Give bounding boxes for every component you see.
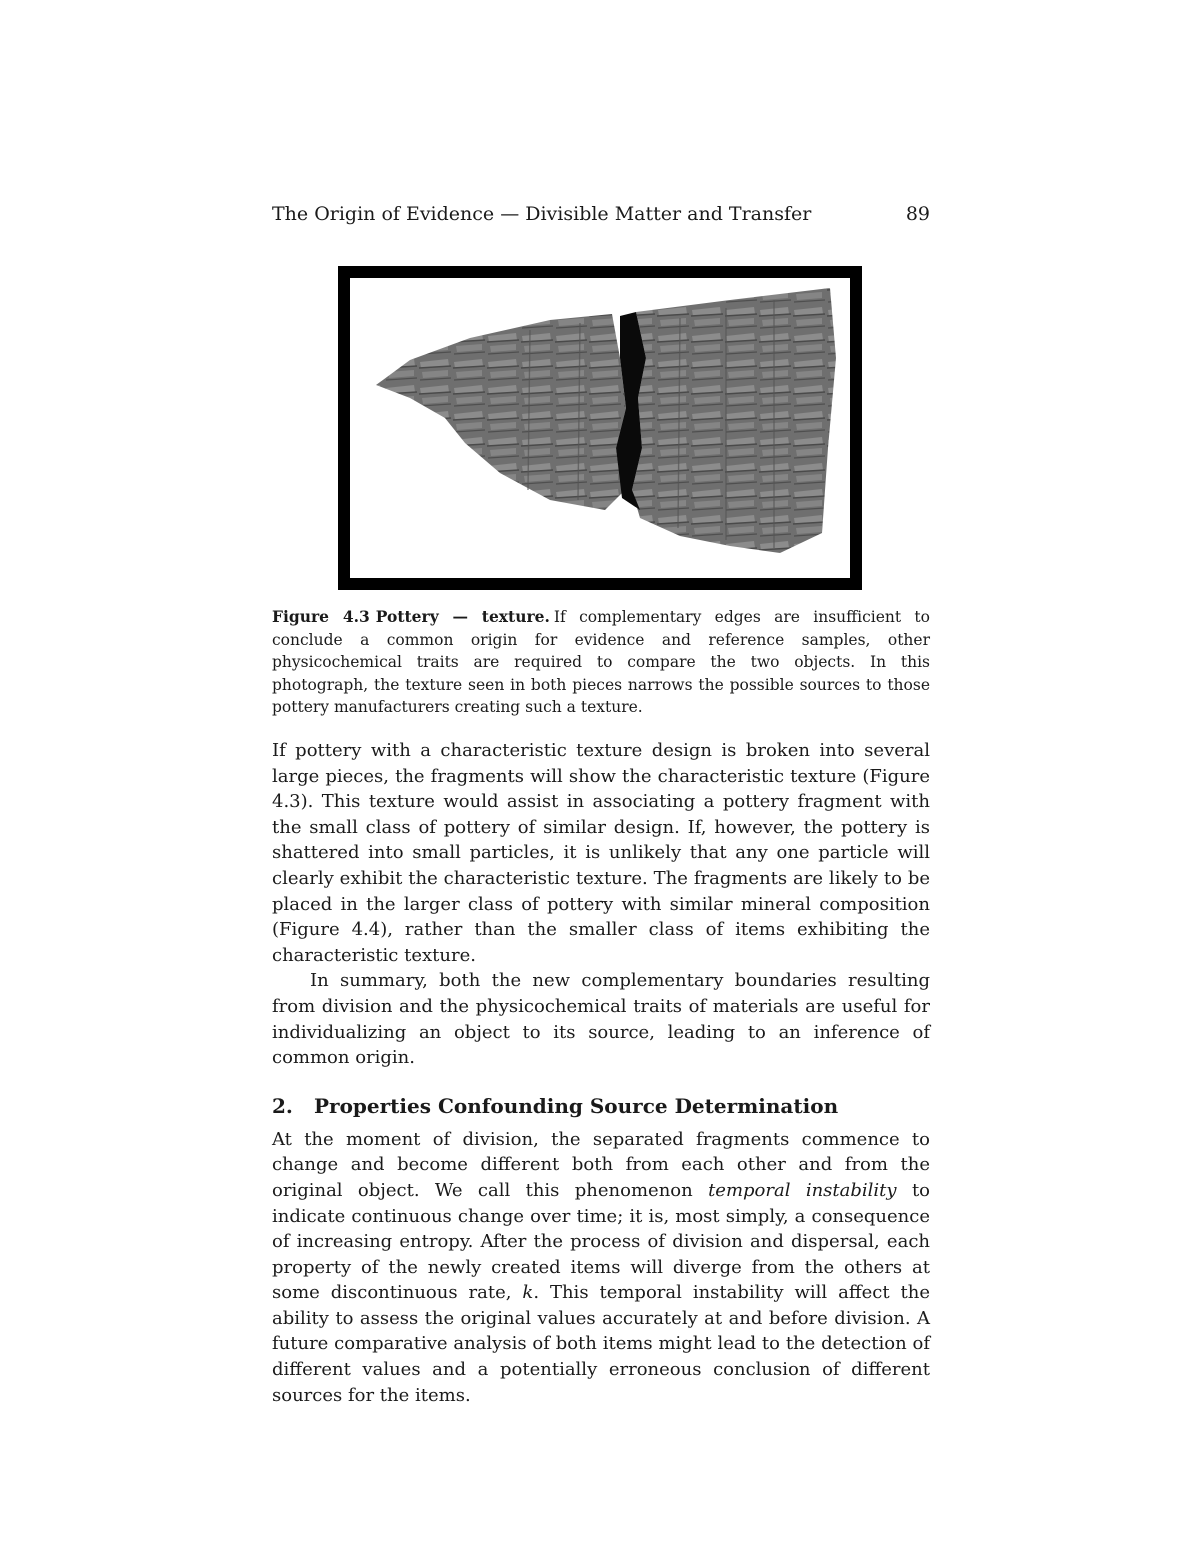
body-text [272, 738, 930, 1408]
paragraph-3-part-1: At the moment of division, the separated fragments commence to change and become different both from each other and from the original object. We call this phenomenon [272, 1128, 930, 1201]
section-heading [272, 1093, 930, 1119]
paragraph-3-part-3: . This temporal instability will affect the ability to assess the original values accurately at and before division. A future comparative analysis of both items might lead to the detection of different values and a potentially erroneous conclusion of different sources for the items. [272, 1282, 930, 1406]
pottery-fragments-photo [350, 278, 850, 578]
page-number: 89 [905, 203, 930, 225]
figure-photo-frame [338, 266, 862, 590]
paragraph-2: In summary, both the new complementary boundaries resulting from division and the physicochemical traits of materials are useful for individualizing an object to its source, leading to an inference of common origin. [272, 970, 930, 1069]
figure-label: Figure 4.3 [272, 607, 370, 626]
left-fragment [376, 314, 626, 510]
paragraph-3-part-2: to indicate continuous change over time; it is, most simply, a consequence of increasing entropy. After the process of division and dispersal, each property of the newly created items will diverge from the others at some discontinuous rate, [272, 1179, 931, 1304]
running-head-title: The Origin of Evidence — Divisible Matter and Transfer [272, 203, 812, 225]
figure-caption [272, 606, 930, 719]
rate-symbol: k [522, 1282, 534, 1304]
figure-title: Pottery — texture. [375, 607, 550, 626]
right-fragment [632, 288, 836, 553]
term-temporal-instability: temporal instability [708, 1179, 897, 1201]
section-title: Properties Confounding Source Determination [314, 1093, 839, 1118]
section-number: 2. [272, 1093, 293, 1118]
paragraph-3 [272, 1127, 930, 1409]
figure-caption-text: If complementary edges are insufficient to conclude a common origin for evidence and reference samples, other physicochemical traits are required to compare the two objects. In this photograph, the texture seen in both pieces narrows the possible sources to those pottery manufacturers creating such a texture. [272, 608, 930, 716]
running-head [272, 200, 930, 228]
paragraph-1: If pottery with a characteristic texture design is broken into several large pieces, the fragments will show the characteristic texture (Figure 4.3). This texture would assist in associating a pottery fragment with the small class of pottery of similar design. If, however, the pottery is shattered into small particles, it is unlikely that any one particle will clearly exhibit the characteristic texture. The fragments are likely to be placed in the larger class of pottery with similar mineral composition (Figure 4.4), rather than the smaller class of items exhibiting the characteristic texture. [272, 740, 930, 966]
